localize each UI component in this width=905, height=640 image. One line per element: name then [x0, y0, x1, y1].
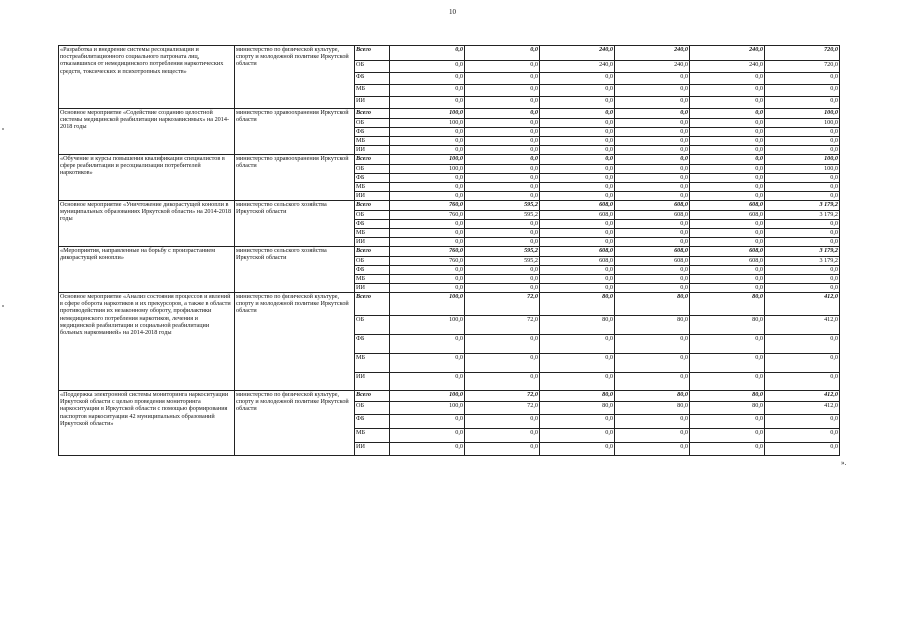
year-value-cell: 0,0 [615, 165, 690, 174]
table-row-total [59, 46, 840, 61]
total-value-cell: 720,0 [765, 61, 840, 73]
year-value-cell: 0,0 [465, 266, 540, 275]
total-value-cell: 0,0 [765, 229, 840, 238]
year-value-cell: 0,0 [540, 415, 615, 429]
year-value-cell: 0,0 [690, 146, 765, 155]
year-value-cell: 0,0 [615, 429, 690, 443]
year-value-cell: 0,0 [615, 183, 690, 192]
total-value-cell: 3 179,2 [765, 257, 840, 266]
year-value-cell: 0,0 [690, 415, 765, 429]
funding-source: Всего [355, 46, 390, 61]
total-value-cell: 412,0 [765, 316, 840, 335]
year-value-cell: 0,0 [615, 85, 690, 97]
year-value-cell: 0,0 [540, 85, 615, 97]
total-value-cell: 412,0 [765, 293, 840, 316]
year-value-cell: 100,0 [390, 316, 465, 335]
total-value-cell: 0,0 [765, 373, 840, 391]
year-value-cell: 0,0 [465, 284, 540, 293]
year-value-cell: 0,0 [540, 109, 615, 119]
year-value-cell: 0,0 [690, 354, 765, 373]
funding-source: ОБ [355, 402, 390, 415]
year-value-cell: 0,0 [465, 109, 540, 119]
year-value-cell: 0,0 [690, 155, 765, 165]
year-value-cell: 0,0 [540, 155, 615, 165]
year-value-cell: 0,0 [690, 275, 765, 284]
year-value-cell: 595,2 [465, 247, 540, 257]
funding-source: ИИ [355, 443, 390, 456]
executor-name: министерство по физической культуре, спорту и молодежной политике Иркутской области [235, 46, 355, 109]
funding-source: МБ [355, 275, 390, 284]
year-value-cell: 0,0 [690, 335, 765, 354]
total-value-cell: 0,0 [765, 284, 840, 293]
year-value-cell: 0,0 [465, 429, 540, 443]
year-value-cell: 0,0 [690, 85, 765, 97]
page-number: 10 [449, 8, 456, 16]
year-value-cell: 0,0 [540, 335, 615, 354]
year-value-cell: 0,0 [540, 128, 615, 137]
year-value-cell: 0,0 [390, 443, 465, 456]
year-value-cell: 0,0 [615, 415, 690, 429]
year-value-cell: 0,0 [465, 61, 540, 73]
year-value-cell: 0,0 [615, 192, 690, 201]
year-value-cell: 0,0 [615, 238, 690, 247]
year-value-cell: 72,0 [465, 391, 540, 402]
funding-table [58, 45, 840, 456]
year-value-cell: 240,0 [540, 61, 615, 73]
year-value-cell: 80,0 [690, 402, 765, 415]
year-value-cell: 0,0 [465, 119, 540, 128]
funding-source: ИИ [355, 373, 390, 391]
year-value-cell: 0,0 [390, 192, 465, 201]
year-value-cell: 595,2 [465, 257, 540, 266]
total-value-cell: 100,0 [765, 155, 840, 165]
total-value-cell: 0,0 [765, 335, 840, 354]
year-value-cell: 0,0 [540, 119, 615, 128]
funding-source: ФБ [355, 266, 390, 275]
year-value-cell: 0,0 [465, 155, 540, 165]
year-value-cell: 608,0 [690, 257, 765, 266]
year-value-cell: 72,0 [465, 293, 540, 316]
year-value-cell: 608,0 [540, 257, 615, 266]
funding-source: ФБ [355, 335, 390, 354]
year-value-cell: 0,0 [615, 229, 690, 238]
year-value-cell: 0,0 [465, 46, 540, 61]
funding-source: Всего [355, 201, 390, 211]
year-value-cell: 80,0 [615, 402, 690, 415]
total-value-cell: 0,0 [765, 97, 840, 109]
year-value-cell: 0,0 [540, 284, 615, 293]
funding-source: ФБ [355, 415, 390, 429]
year-value-cell: 0,0 [390, 183, 465, 192]
funding-source: МБ [355, 229, 390, 238]
year-value-cell: 608,0 [615, 211, 690, 220]
closing-quote-mark: ». [841, 459, 847, 467]
funding-source: ФБ [355, 220, 390, 229]
total-value-cell: 0,0 [765, 443, 840, 456]
year-value-cell: 0,0 [690, 229, 765, 238]
year-value-cell: 0,0 [615, 174, 690, 183]
funding-source: ИИ [355, 238, 390, 247]
funding-source: ИИ [355, 97, 390, 109]
year-value-cell: 0,0 [390, 61, 465, 73]
total-value-cell: 100,0 [765, 165, 840, 174]
executor-name: министерство здравоохранения Иркутской области [235, 155, 355, 201]
year-value-cell: 0,0 [390, 429, 465, 443]
total-value-cell: 0,0 [765, 354, 840, 373]
year-value-cell: 0,0 [615, 220, 690, 229]
funding-source: ОБ [355, 316, 390, 335]
funding-source: ИИ [355, 192, 390, 201]
table-row-total [59, 201, 840, 211]
year-value-cell: 0,0 [615, 119, 690, 128]
year-value-cell: 0,0 [465, 137, 540, 146]
year-value-cell: 0,0 [690, 373, 765, 391]
year-value-cell: 100,0 [390, 402, 465, 415]
year-value-cell: 80,0 [540, 402, 615, 415]
year-value-cell: 80,0 [615, 316, 690, 335]
year-value-cell: 0,0 [390, 97, 465, 109]
total-value-cell: 0,0 [765, 220, 840, 229]
year-value-cell: 0,0 [390, 85, 465, 97]
total-value-cell: 720,0 [765, 46, 840, 61]
year-value-cell: 0,0 [390, 373, 465, 391]
total-value-cell: 0,0 [765, 238, 840, 247]
year-value-cell: 0,0 [690, 429, 765, 443]
total-value-cell: 412,0 [765, 402, 840, 415]
year-value-cell: 80,0 [540, 391, 615, 402]
year-value-cell: 760,0 [390, 247, 465, 257]
funding-source: МБ [355, 183, 390, 192]
year-value-cell: 0,0 [540, 174, 615, 183]
year-value-cell: 0,0 [390, 73, 465, 85]
year-value-cell: 0,0 [615, 109, 690, 119]
executor-name: министерство здравоохранения Иркутской области [235, 109, 355, 155]
funding-source: ФБ [355, 174, 390, 183]
total-value-cell: 0,0 [765, 137, 840, 146]
total-value-cell: 0,0 [765, 429, 840, 443]
total-value-cell: 0,0 [765, 266, 840, 275]
scan-mark [2, 305, 4, 307]
year-value-cell: 608,0 [540, 211, 615, 220]
year-value-cell: 0,0 [690, 183, 765, 192]
funding-source: ИИ [355, 146, 390, 155]
year-value-cell: 0,0 [690, 238, 765, 247]
funding-source: ФБ [355, 73, 390, 85]
year-value-cell: 608,0 [615, 257, 690, 266]
year-value-cell: 608,0 [540, 247, 615, 257]
funding-source: Всего [355, 247, 390, 257]
funding-source: Всего [355, 293, 390, 316]
year-value-cell: 0,0 [390, 146, 465, 155]
year-value-cell: 0,0 [540, 146, 615, 155]
funding-source: ОБ [355, 61, 390, 73]
year-value-cell: 0,0 [615, 146, 690, 155]
measure-name: Основное мероприятие «Анализ состояния процессов и явлений в сфере оборота наркотиков и их прекурсоров, а также в области противодействия их незаконному обороту, профилактики немедицинского потребления наркотиков, лечения и медицинской реабилитации и социальной реабилитации больных наркоманией» на 2014-2018 годы [59, 293, 235, 391]
year-value-cell: 0,0 [690, 128, 765, 137]
executor-name: министерство сельского хозяйства Иркутской области [235, 201, 355, 247]
year-value-cell: 80,0 [690, 293, 765, 316]
funding-source: Всего [355, 109, 390, 119]
year-value-cell: 0,0 [540, 97, 615, 109]
year-value-cell: 0,0 [540, 275, 615, 284]
year-value-cell: 0,0 [390, 137, 465, 146]
year-value-cell: 595,2 [465, 211, 540, 220]
total-value-cell: 0,0 [765, 183, 840, 192]
year-value-cell: 80,0 [540, 316, 615, 335]
funding-source: ФБ [355, 128, 390, 137]
funding-source: МБ [355, 429, 390, 443]
measure-name: «Мероприятия, направленные на борьбу с произрастанием дикорастущей конопли» [59, 247, 235, 293]
year-value-cell: 100,0 [390, 155, 465, 165]
year-value-cell: 0,0 [540, 354, 615, 373]
year-value-cell: 0,0 [390, 275, 465, 284]
year-value-cell: 0,0 [465, 85, 540, 97]
year-value-cell: 100,0 [390, 391, 465, 402]
year-value-cell: 0,0 [690, 109, 765, 119]
year-value-cell: 0,0 [690, 284, 765, 293]
total-value-cell: 0,0 [765, 192, 840, 201]
year-value-cell: 80,0 [615, 391, 690, 402]
year-value-cell: 72,0 [465, 402, 540, 415]
year-value-cell: 0,0 [540, 443, 615, 456]
year-value-cell: 0,0 [540, 183, 615, 192]
year-value-cell: 0,0 [615, 284, 690, 293]
total-value-cell: 0,0 [765, 85, 840, 97]
year-value-cell: 240,0 [690, 61, 765, 73]
funding-source: ОБ [355, 165, 390, 174]
year-value-cell: 0,0 [390, 284, 465, 293]
year-value-cell: 0,0 [465, 415, 540, 429]
year-value-cell: 0,0 [390, 128, 465, 137]
year-value-cell: 0,0 [390, 229, 465, 238]
year-value-cell: 0,0 [465, 373, 540, 391]
year-value-cell: 0,0 [465, 97, 540, 109]
year-value-cell: 595,2 [465, 201, 540, 211]
year-value-cell: 80,0 [540, 293, 615, 316]
year-value-cell: 0,0 [690, 266, 765, 275]
year-value-cell: 760,0 [390, 211, 465, 220]
year-value-cell: 0,0 [615, 275, 690, 284]
year-value-cell: 0,0 [615, 373, 690, 391]
year-value-cell: 608,0 [690, 201, 765, 211]
year-value-cell: 608,0 [615, 201, 690, 211]
executor-name: министерство сельского хозяйства Иркутской области [235, 247, 355, 293]
year-value-cell: 0,0 [615, 73, 690, 85]
table-row-total [59, 391, 840, 402]
year-value-cell: 0,0 [615, 335, 690, 354]
year-value-cell: 0,0 [615, 97, 690, 109]
year-value-cell: 0,0 [690, 73, 765, 85]
year-value-cell: 0,0 [465, 354, 540, 373]
year-value-cell: 0,0 [390, 220, 465, 229]
year-value-cell: 0,0 [540, 373, 615, 391]
year-value-cell: 0,0 [690, 97, 765, 109]
year-value-cell: 0,0 [615, 137, 690, 146]
funding-source: ОБ [355, 257, 390, 266]
total-value-cell: 0,0 [765, 275, 840, 284]
table-row-total [59, 155, 840, 165]
funding-source: МБ [355, 137, 390, 146]
year-value-cell: 72,0 [465, 316, 540, 335]
year-value-cell: 0,0 [465, 220, 540, 229]
year-value-cell: 0,0 [615, 155, 690, 165]
year-value-cell: 100,0 [390, 293, 465, 316]
funding-source: ОБ [355, 211, 390, 220]
table-row-total [59, 247, 840, 257]
total-value-cell: 0,0 [765, 415, 840, 429]
year-value-cell: 0,0 [540, 238, 615, 247]
year-value-cell: 0,0 [690, 119, 765, 128]
year-value-cell: 0,0 [465, 128, 540, 137]
year-value-cell: 0,0 [690, 174, 765, 183]
year-value-cell: 80,0 [615, 293, 690, 316]
year-value-cell: 608,0 [690, 247, 765, 257]
year-value-cell: 100,0 [390, 165, 465, 174]
year-value-cell: 0,0 [690, 443, 765, 456]
year-value-cell: 0,0 [540, 165, 615, 174]
year-value-cell: 0,0 [465, 174, 540, 183]
measure-name: «Обучение и курсы повышения квалификации специалистов в сфере реабилитации и ресоциализации потребителей наркотиков» [59, 155, 235, 201]
year-value-cell: 0,0 [615, 266, 690, 275]
year-value-cell: 0,0 [465, 443, 540, 456]
total-value-cell: 0,0 [765, 146, 840, 155]
year-value-cell: 0,0 [540, 229, 615, 238]
year-value-cell: 0,0 [390, 335, 465, 354]
year-value-cell: 608,0 [615, 247, 690, 257]
year-value-cell: 0,0 [540, 137, 615, 146]
year-value-cell: 0,0 [390, 354, 465, 373]
total-value-cell: 3 179,2 [765, 201, 840, 211]
year-value-cell: 0,0 [540, 192, 615, 201]
year-value-cell: 0,0 [465, 165, 540, 174]
year-value-cell: 0,0 [390, 238, 465, 247]
year-value-cell: 760,0 [390, 201, 465, 211]
funding-source: МБ [355, 85, 390, 97]
total-value-cell: 0,0 [765, 73, 840, 85]
measure-name: «Разработка и внедрение системы ресоциализации и постреабилитационного социального патроната лиц, отказавшихся от немедицинского потребления наркотических средств, токсических и психотропных веществ» [59, 46, 235, 109]
year-value-cell: 0,0 [615, 128, 690, 137]
year-value-cell: 0,0 [540, 220, 615, 229]
year-value-cell: 0,0 [465, 229, 540, 238]
year-value-cell: 0,0 [690, 192, 765, 201]
year-value-cell: 100,0 [390, 119, 465, 128]
year-value-cell: 0,0 [465, 335, 540, 354]
year-value-cell: 0,0 [465, 238, 540, 247]
year-value-cell: 0,0 [540, 429, 615, 443]
total-value-cell: 100,0 [765, 119, 840, 128]
total-value-cell: 412,0 [765, 391, 840, 402]
year-value-cell: 0,0 [540, 266, 615, 275]
year-value-cell: 0,0 [465, 192, 540, 201]
table-row-total [59, 109, 840, 119]
year-value-cell: 80,0 [690, 316, 765, 335]
year-value-cell: 240,0 [615, 61, 690, 73]
year-value-cell: 0,0 [465, 146, 540, 155]
year-value-cell: 100,0 [390, 109, 465, 119]
year-value-cell: 0,0 [390, 415, 465, 429]
year-value-cell: 0,0 [390, 174, 465, 183]
funding-source: МБ [355, 354, 390, 373]
funding-source: ОБ [355, 119, 390, 128]
year-value-cell: 0,0 [690, 137, 765, 146]
year-value-cell: 240,0 [690, 46, 765, 61]
year-value-cell: 0,0 [615, 443, 690, 456]
year-value-cell: 0,0 [390, 266, 465, 275]
executor-name: министерство по физической культуре, спорту и молодежной политике Иркутской области [235, 391, 355, 456]
funding-source: Всего [355, 391, 390, 402]
year-value-cell: 0,0 [390, 46, 465, 61]
year-value-cell: 0,0 [690, 220, 765, 229]
year-value-cell: 0,0 [690, 165, 765, 174]
measure-name: Основное мероприятие «Содействие созданию целостной системы медицинской реабилитации наркозависимых» на 2014-2018 годы [59, 109, 235, 155]
measure-name: «Поддержка электронной системы мониторинга наркоситуации Иркутской области с целью проведения мониторинга наркоситуации в Иркутской области с помощью формирования паспортов наркоситуации 42 муниципальных образований Иркутской области» [59, 391, 235, 456]
total-value-cell: 3 179,2 [765, 211, 840, 220]
total-value-cell: 3 179,2 [765, 247, 840, 257]
funding-source: ИИ [355, 284, 390, 293]
year-value-cell: 80,0 [690, 391, 765, 402]
total-value-cell: 0,0 [765, 128, 840, 137]
year-value-cell: 240,0 [615, 46, 690, 61]
year-value-cell: 608,0 [690, 211, 765, 220]
measure-name: Основное мероприятие «Уничтожение дикорастущей конопли в муниципальных образованиях Иркутской области» на 2014-2018 годы [59, 201, 235, 247]
table-row-total [59, 293, 840, 316]
year-value-cell: 0,0 [465, 183, 540, 192]
year-value-cell: 760,0 [390, 257, 465, 266]
total-value-cell: 100,0 [765, 109, 840, 119]
funding-source: Всего [355, 155, 390, 165]
year-value-cell: 0,0 [465, 275, 540, 284]
year-value-cell: 0,0 [615, 354, 690, 373]
executor-name: министерство по физической культуре, спорту и молодежной политике Иркутской области [235, 293, 355, 391]
year-value-cell: 0,0 [540, 73, 615, 85]
year-value-cell: 608,0 [540, 201, 615, 211]
year-value-cell: 0,0 [465, 73, 540, 85]
year-value-cell: 240,0 [540, 46, 615, 61]
scan-mark [2, 128, 4, 130]
total-value-cell: 0,0 [765, 174, 840, 183]
